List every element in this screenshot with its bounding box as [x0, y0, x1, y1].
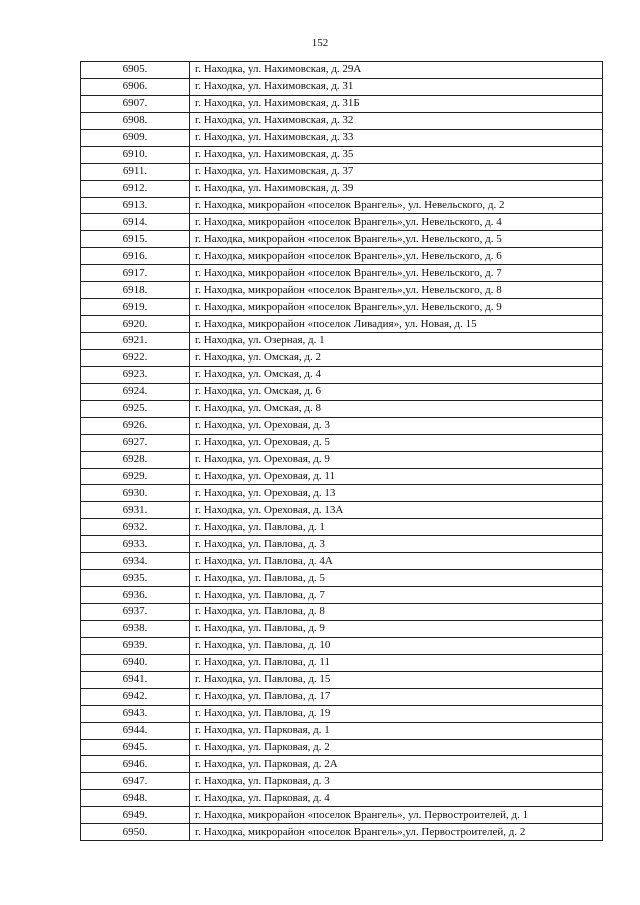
row-number-cell: 6948. [81, 790, 190, 807]
table-row [81, 790, 603, 807]
address-cell: г. Находка, ул. Парковая, д. 2 [190, 739, 603, 756]
row-number-cell: 6936. [81, 587, 190, 604]
table-row [81, 62, 603, 79]
address-cell: г. Находка, ул. Парковая, д. 3 [190, 773, 603, 790]
table-row [81, 604, 603, 621]
table-row [81, 282, 603, 299]
address-cell: г. Находка, ул. Нахимовская, д. 32 [190, 112, 603, 129]
table-row [81, 587, 603, 604]
table-row [81, 739, 603, 756]
row-number-cell: 6913. [81, 197, 190, 214]
table-row [81, 417, 603, 434]
address-cell: г. Находка, ул. Павлова, д. 15 [190, 671, 603, 688]
row-number-cell: 6907. [81, 95, 190, 112]
table-row [81, 248, 603, 265]
table-row [81, 807, 603, 824]
row-number-cell: 6925. [81, 400, 190, 417]
row-number-cell: 6939. [81, 637, 190, 654]
table-row [81, 773, 603, 790]
row-number-cell: 6919. [81, 299, 190, 316]
table-row [81, 197, 603, 214]
address-cell: г. Находка, ул. Ореховая, д. 13 [190, 485, 603, 502]
address-cell: г. Находка, микрорайон «поселок Врангель»,ул. Первостроителей, д. 2 [190, 824, 603, 841]
table-row [81, 620, 603, 637]
table-row [81, 129, 603, 146]
table-row [81, 349, 603, 366]
table-row [81, 400, 603, 417]
row-number-cell: 6942. [81, 688, 190, 705]
address-cell: г. Находка, ул. Нахимовская, д. 31Б [190, 95, 603, 112]
address-cell: г. Находка, ул. Павлова, д. 11 [190, 654, 603, 671]
table-row [81, 654, 603, 671]
row-number-cell: 6937. [81, 604, 190, 621]
address-cell: г. Находка, ул. Ореховая, д. 5 [190, 434, 603, 451]
address-cell: г. Находка, ул. Павлова, д. 9 [190, 620, 603, 637]
address-cell: г. Находка, ул. Павлова, д. 17 [190, 688, 603, 705]
table-row [81, 383, 603, 400]
row-number-cell: 6950. [81, 824, 190, 841]
address-cell: г. Находка, ул. Ореховая, д. 3 [190, 417, 603, 434]
address-cell: г. Находка, микрорайон «поселок Врангель»,ул. Невельского, д. 4 [190, 214, 603, 231]
address-cell: г. Находка, ул. Нахимовская, д. 33 [190, 129, 603, 146]
address-cell: г. Находка, ул. Омская, д. 4 [190, 366, 603, 383]
address-cell: г. Находка, ул. Павлова, д. 3 [190, 536, 603, 553]
address-cell: г. Находка, ул. Нахимовская, д. 39 [190, 180, 603, 197]
row-number-cell: 6908. [81, 112, 190, 129]
address-cell: г. Находка, ул. Омская, д. 2 [190, 349, 603, 366]
address-cell: г. Находка, ул. Омская, д. 6 [190, 383, 603, 400]
address-cell: г. Находка, ул. Парковая, д. 4 [190, 790, 603, 807]
row-number-cell: 6947. [81, 773, 190, 790]
row-number-cell: 6946. [81, 756, 190, 773]
address-cell: г. Находка, микрорайон «поселок Ливадия», ул. Новая, д. 15 [190, 316, 603, 333]
table-row [81, 824, 603, 841]
row-number-cell: 6945. [81, 739, 190, 756]
table-row [81, 468, 603, 485]
address-cell: г. Находка, микрорайон «поселок Врангель»,ул. Невельского, д. 8 [190, 282, 603, 299]
address-cell: г. Находка, микрорайон «поселок Врангель»,ул. Невельского, д. 6 [190, 248, 603, 265]
table-row [81, 553, 603, 570]
row-number-cell: 6931. [81, 502, 190, 519]
table-row [81, 451, 603, 468]
row-number-cell: 6935. [81, 570, 190, 587]
address-cell: г. Находка, ул. Нахимовская, д. 31 [190, 78, 603, 95]
table-row [81, 519, 603, 536]
address-cell: г. Находка, ул. Павлова, д. 5 [190, 570, 603, 587]
table-row [81, 214, 603, 231]
row-number-cell: 6918. [81, 282, 190, 299]
row-number-cell: 6949. [81, 807, 190, 824]
row-number-cell: 6909. [81, 129, 190, 146]
row-number-cell: 6922. [81, 349, 190, 366]
address-cell: г. Находка, ул. Павлова, д. 8 [190, 604, 603, 621]
row-number-cell: 6938. [81, 620, 190, 637]
row-number-cell: 6914. [81, 214, 190, 231]
row-number-cell: 6921. [81, 333, 190, 350]
page-number: 152 [311, 37, 329, 49]
table-row [81, 265, 603, 282]
row-number-cell: 6906. [81, 78, 190, 95]
address-cell: г. Находка, ул. Парковая, д. 2А [190, 756, 603, 773]
address-cell: г. Находка, ул. Павлова, д. 4А [190, 553, 603, 570]
address-cell: г. Находка, ул. Парковая, д. 1 [190, 722, 603, 739]
address-table-wrapper [80, 61, 603, 841]
table-row [81, 95, 603, 112]
address-cell: г. Находка, ул. Павлова, д. 19 [190, 705, 603, 722]
table-row [81, 316, 603, 333]
table-row [81, 637, 603, 654]
address-cell: г. Находка, ул. Ореховая, д. 13А [190, 502, 603, 519]
address-cell: г. Находка, микрорайон «поселок Врангель»,ул. Невельского, д. 9 [190, 299, 603, 316]
address-cell: г. Находка, ул. Павлова, д. 10 [190, 637, 603, 654]
table-row [81, 146, 603, 163]
address-cell: г. Находка, ул. Павлова, д. 7 [190, 587, 603, 604]
row-number-cell: 6944. [81, 722, 190, 739]
table-row [81, 112, 603, 129]
row-number-cell: 6926. [81, 417, 190, 434]
table-row [81, 366, 603, 383]
table-row [81, 688, 603, 705]
address-cell: г. Находка, ул. Омская, д. 8 [190, 400, 603, 417]
address-cell: г. Находка, ул. Нахимовская, д. 29А [190, 62, 603, 79]
table-row [81, 163, 603, 180]
table-row [81, 434, 603, 451]
address-cell: г. Находка, ул. Павлова, д. 1 [190, 519, 603, 536]
row-number-cell: 6910. [81, 146, 190, 163]
table-row [81, 333, 603, 350]
address-cell: г. Находка, ул. Нахимовская, д. 35 [190, 146, 603, 163]
address-cell: г. Находка, ул. Ореховая, д. 11 [190, 468, 603, 485]
table-row [81, 705, 603, 722]
row-number-cell: 6941. [81, 671, 190, 688]
table-row [81, 502, 603, 519]
row-number-cell: 6930. [81, 485, 190, 502]
table-row [81, 180, 603, 197]
table-row [81, 231, 603, 248]
row-number-cell: 6929. [81, 468, 190, 485]
address-cell: г. Находка, ул. Озерная, д. 1 [190, 333, 603, 350]
table-row [81, 78, 603, 95]
row-number-cell: 6932. [81, 519, 190, 536]
address-cell: г. Находка, ул. Нахимовская, д. 37 [190, 163, 603, 180]
row-number-cell: 6920. [81, 316, 190, 333]
row-number-cell: 6923. [81, 366, 190, 383]
row-number-cell: 6933. [81, 536, 190, 553]
row-number-cell: 6927. [81, 434, 190, 451]
address-cell: г. Находка, ул. Ореховая, д. 9 [190, 451, 603, 468]
row-number-cell: 6924. [81, 383, 190, 400]
row-number-cell: 6916. [81, 248, 190, 265]
address-cell: г. Находка, микрорайон «поселок Врангель»,ул. Невельского, д. 5 [190, 231, 603, 248]
address-table [80, 61, 603, 841]
address-cell: г. Находка, микрорайон «поселок Врангель», ул. Невельского, д. 2 [190, 197, 603, 214]
row-number-cell: 6905. [81, 62, 190, 79]
address-cell: г. Находка, микрорайон «поселок Врангель»,ул. Невельского, д. 7 [190, 265, 603, 282]
row-number-cell: 6911. [81, 163, 190, 180]
row-number-cell: 6928. [81, 451, 190, 468]
table-row [81, 299, 603, 316]
row-number-cell: 6912. [81, 180, 190, 197]
table-row [81, 722, 603, 739]
row-number-cell: 6940. [81, 654, 190, 671]
table-row [81, 570, 603, 587]
table-row [81, 536, 603, 553]
table-row [81, 485, 603, 502]
row-number-cell: 6915. [81, 231, 190, 248]
row-number-cell: 6943. [81, 705, 190, 722]
table-row [81, 756, 603, 773]
address-table-body [81, 62, 603, 841]
row-number-cell: 6917. [81, 265, 190, 282]
table-row [81, 671, 603, 688]
row-number-cell: 6934. [81, 553, 190, 570]
address-cell: г. Находка, микрорайон «поселок Врангель», ул. Первостроителей, д. 1 [190, 807, 603, 824]
